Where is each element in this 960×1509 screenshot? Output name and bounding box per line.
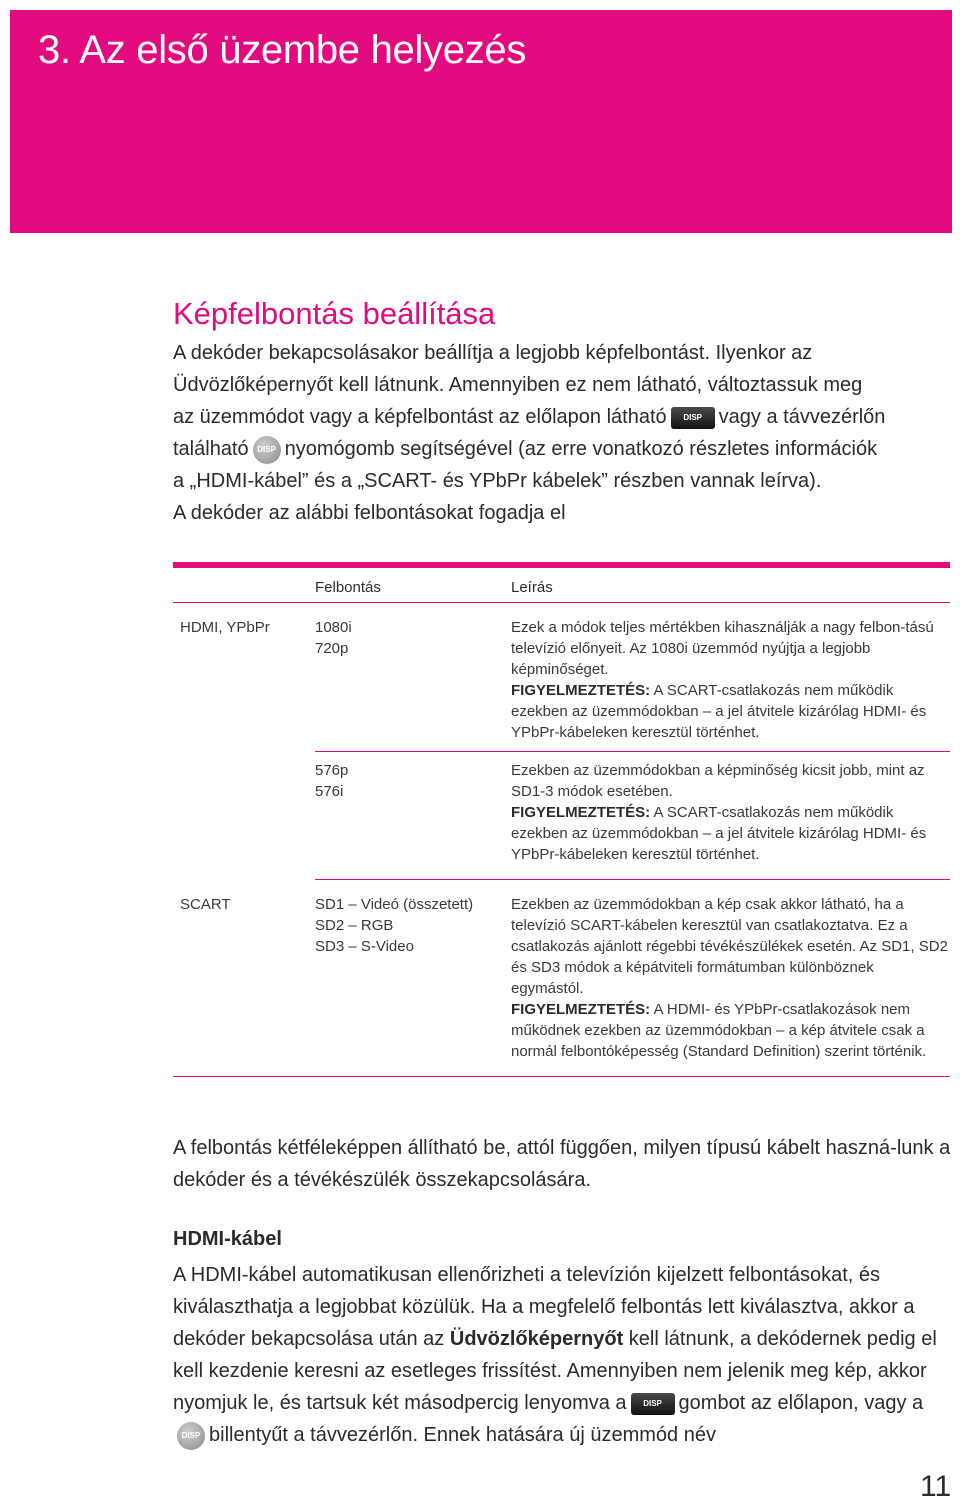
section-title: Képfelbontás beállítása — [173, 296, 496, 331]
hdmi-text: kell látnunk, a dekódernek pedig el kell kezdenie keresni az esetleges frissítést. Amennyiben nem jelenik meg kép, akkor nyomjuk le, és tartsuk két másodpercig lenyomva a — [173, 1328, 937, 1414]
resolution-value: SD3 – S-Video — [315, 938, 414, 955]
hdmi-text: gombot az előlapon, vagy a — [678, 1392, 924, 1414]
header-resolution: Felbontás — [315, 568, 511, 603]
after-table-paragraph: A felbontás kétféleképpen állítható be, attól függően, milyen típusú kábelt haszná-lunk a dekóder és a tévékészülék összekapcsolására. — [173, 1137, 951, 1191]
hdmi-paragraph — [173, 1259, 953, 1451]
resolution-value: 576p — [315, 762, 349, 779]
warning-text: A SCART-csatlakozás nem működik ezekben az üzemmódokban – a jel átvitele kizárólag HDMI- és YPbPr-kábeleken keresztül történhet. — [511, 682, 927, 741]
table-row — [173, 752, 950, 880]
cell-type: SCART — [173, 880, 315, 1077]
resolution-value: SD1 – Videó (összetett) — [315, 896, 474, 913]
description-text: Ezekben az üzemmódokban a képminőség kicsit jobb, mint az SD1-3 módok esetében. — [511, 762, 925, 800]
warning-text: A SCART-csatlakozás nem működik ezekben az üzemmódokban – a jel átvitele kizárólag HDMI- és YPbPr-kábeleken keresztül történhet. — [511, 804, 927, 863]
description-text: Ezekben az üzemmódokban a kép csak akkor látható, ha a televízió SCART-kábelen keresztül van csatlakoztatva. Ez a csatlakozás ajánlott régebbi tévékészülékek esetén. Az SD1, SD2 és SD3 módok a képátviteli formátumban különböznek egymástól. — [511, 896, 948, 997]
welcome-screen-term: Üdvözlőképernyőt — [449, 1328, 624, 1350]
resolution-value: 1080i — [315, 619, 352, 636]
warning-label: FIGYELMEZTETÉS: — [511, 804, 651, 821]
intro-paragraph — [173, 337, 953, 529]
table-row — [173, 603, 950, 752]
intro-text: az üzemmódot vagy a képfelbontást az előlapon látható — [173, 406, 667, 428]
intro-line: A dekóder bekapcsolásakor beállítja a legjobb képfelbontást. Ilyenkor az — [173, 342, 813, 364]
cell-resolution — [315, 880, 511, 1077]
cell-description — [511, 752, 950, 880]
hdmi-text: billentyűt a távvezérlőn. Ennek hatására új üzemmód név — [209, 1424, 716, 1446]
hdmi-subtitle: HDMI-kábel — [173, 1228, 282, 1250]
disp-front-button-icon: DISP — [671, 407, 715, 429]
hdmi-text: A HDMI-kábel automatikusan ellenőrizheti a televízión kijelzett felbontásokat, és kiválaszthatja a legjobbat közülük. Ha a megfelelő felbontás lett kiválasztva, akkor a dekóder bekapcsolása után az — [173, 1264, 915, 1350]
cell-description — [511, 880, 950, 1077]
header-type — [173, 568, 315, 603]
resolution-table — [173, 562, 950, 1077]
cell-type: HDMI, YPbPr — [180, 619, 270, 636]
intro-line — [173, 401, 953, 433]
resolution-value: 720p — [315, 640, 349, 657]
warning-label: FIGYELMEZTETÉS: — [511, 1001, 651, 1018]
warning-text: A HDMI- és YPbPr-csatlakozások nem működnek ezekben az üzemmódokban – a kép átvitele csak a normál felbontóképesség (Standard Definition) szerint történik. — [511, 1001, 927, 1060]
cell-resolution — [315, 603, 511, 752]
cell-resolution — [315, 752, 511, 880]
header-description: Leírás — [511, 568, 950, 603]
disp-remote-button-icon: DISP — [253, 436, 281, 464]
chapter-title: 3. Az első üzembe helyezés — [38, 28, 527, 72]
disp-remote-button-icon: DISP — [177, 1422, 205, 1450]
resolution-value: 576i — [315, 783, 344, 800]
page-number: 11 — [920, 1470, 952, 1503]
resolution-value: SD2 – RGB — [315, 917, 394, 934]
warning-label: FIGYELMEZTETÉS: — [511, 682, 651, 699]
disp-front-button-icon: DISP — [631, 1393, 675, 1415]
intro-line: Üdvözlőképernyőt kell látnunk. Amennyiben ez nem látható, változtassuk meg — [173, 374, 863, 396]
description-text: Ezek a módok teljes mértékben kihasználják a nagy felbon-tású televízió előnyeit. Az 1080i üzemmód nyújtja a legjobb képminőséget. — [511, 619, 934, 678]
chapter-header — [10, 10, 952, 233]
intro-text: nyomógomb segítségével (az erre vonatkozó részletes információk — [284, 438, 878, 460]
intro-line: a „HDMI-kábel” és a „SCART- és YPbPr kábelek” részben vannak leírva). — [173, 470, 822, 492]
intro-text: található — [173, 438, 249, 460]
intro-line — [173, 433, 953, 465]
intro-text: vagy a távvezérlőn — [718, 406, 886, 428]
cell-type — [173, 752, 315, 880]
table-row — [173, 880, 950, 1077]
cell-description — [511, 603, 950, 752]
intro-line: A dekóder az alábbi felbontásokat fogadja el — [173, 502, 566, 524]
